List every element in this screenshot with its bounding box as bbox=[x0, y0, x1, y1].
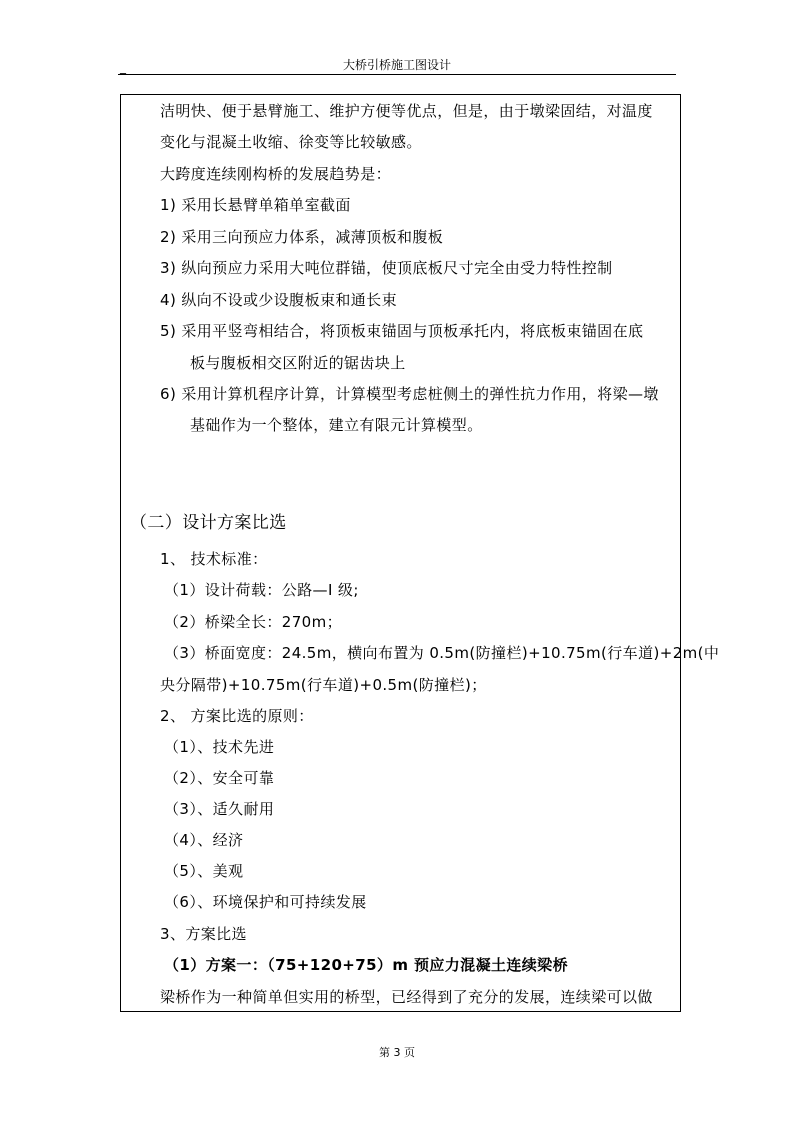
subsection-title: 1、 技术标准： bbox=[160, 550, 268, 568]
list-item: 3) 纵向预应力采用大吨位群锚，使顶底板尺寸完全由受力特性控制 bbox=[160, 259, 613, 277]
header-title: 大桥引桥施工图设计 bbox=[342, 58, 451, 72]
list-item: （5）、美观 bbox=[164, 862, 244, 880]
header-rule bbox=[118, 74, 676, 75]
body-line: （1）设计荷载：公路—I 级; bbox=[164, 581, 359, 599]
list-item-continuation: 基础作为一个整体，建立有限元计算模型。 bbox=[190, 416, 483, 434]
body-line: （3）桥面宽度：24.5m，横向布置为 0.5m(防撞栏)+10.75m(行车道)+2m(中 bbox=[164, 644, 720, 662]
section-heading: （二）设计方案比选 bbox=[130, 513, 287, 533]
list-item: （2）、安全可靠 bbox=[164, 769, 275, 787]
list-item: 1) 采用长悬臂单箱单室截面 bbox=[160, 196, 351, 214]
list-item-continuation: 板与腹板相交区附近的锯齿块上 bbox=[190, 354, 406, 372]
body-line: 变化与混凝土收缩、徐变等比较敏感。 bbox=[160, 133, 422, 151]
list-item: 2) 采用三向预应力体系，减薄顶板和腹板 bbox=[160, 228, 444, 246]
list-item: 6) 采用计算机程序计算，计算模型考虑桩侧土的弹性抗力作用，将梁—墩 bbox=[160, 385, 659, 403]
list-item: 4) 纵向不设或少设腹板束和通长束 bbox=[160, 291, 397, 309]
header-mark: _ bbox=[120, 60, 126, 74]
list-item: （6）、环境保护和可持续发展 bbox=[164, 893, 367, 911]
subsection-title: 3、方案比选 bbox=[160, 925, 247, 943]
page-number: 第 3 页 bbox=[379, 1046, 415, 1059]
body-line: 央分隔带)+10.75m(行车道)+0.5m(防撞栏)； bbox=[160, 676, 487, 694]
list-item: （4）、经济 bbox=[164, 831, 244, 849]
list-item: （1）、技术先进 bbox=[164, 738, 275, 756]
body-line: 大跨度连续刚构桥的发展趋势是： bbox=[160, 165, 392, 183]
subsection-title: 2、 方案比选的原则： bbox=[160, 707, 314, 725]
list-item: （3）、适久耐用 bbox=[164, 800, 275, 818]
body-line: 洁明快、便于悬臂施工、维护方便等优点，但是，由于墩梁固结，对温度 bbox=[160, 102, 653, 120]
body-line: 梁桥作为一种简单但实用的桥型，已经得到了充分的发展，连续梁可以做 bbox=[160, 988, 653, 1006]
list-item: 5) 采用平竖弯相结合，将顶板束锚固与顶板承托内，将底板束锚固在底 bbox=[160, 322, 644, 340]
body-line: （2）桥梁全长：270m； bbox=[164, 613, 342, 631]
scheme-title: （1）方案一：（75+120+75）m 预应力混凝土连续梁桥 bbox=[164, 956, 568, 974]
